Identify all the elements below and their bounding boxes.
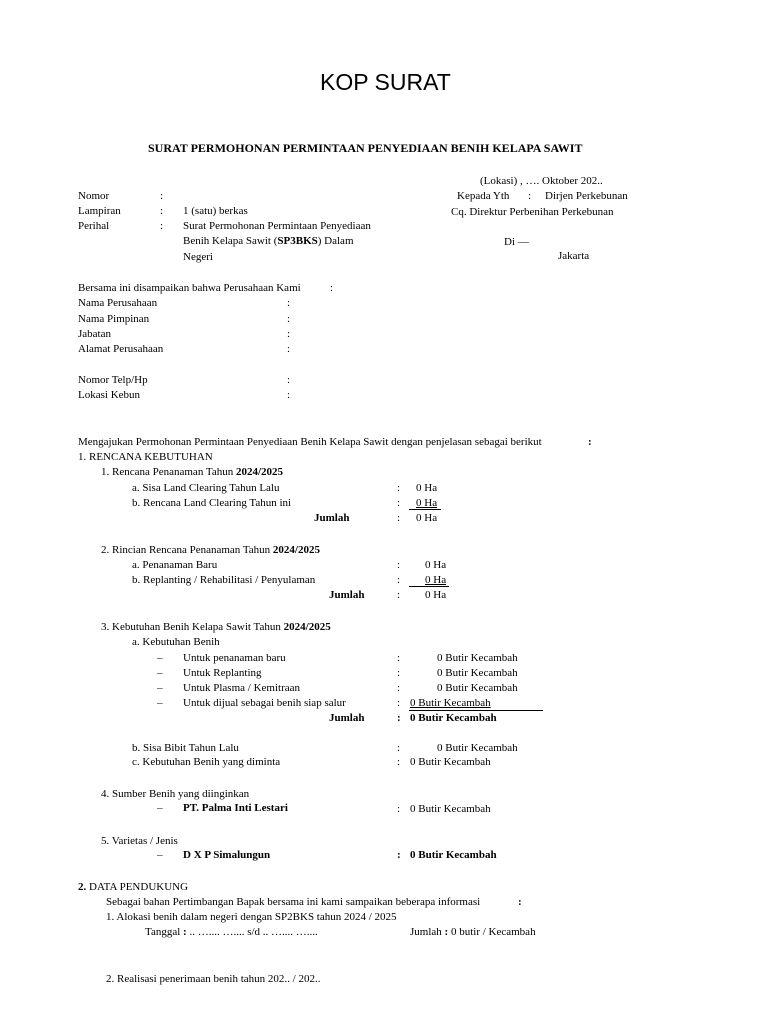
need-label: Untuk dijual sebagai benih siap salur xyxy=(183,697,346,709)
colon: : xyxy=(397,667,401,679)
nomor-label: Nomor xyxy=(78,190,110,202)
need-label: Untuk Replanting xyxy=(183,667,262,679)
underline xyxy=(409,586,449,587)
colon: : xyxy=(397,482,401,494)
support-intro: Sebagai bahan Pertimbangan Bapak bersama ini kami sampaikan beberapa informasi xyxy=(106,896,481,908)
kepada-colon: : xyxy=(528,190,532,202)
item1-heading-text: 1. Rencana Penanaman Tahun xyxy=(101,466,234,478)
perihal-line1: Surat Permohonan Permintaan Penyediaan xyxy=(183,220,371,232)
item3-heading-text: 3. Kebutuhan Benih Kelapa Sawit Tahun xyxy=(101,621,281,633)
request-intro: Mengajukan Permohonan Permintaan Penyediaan Benih Kelapa Sawit dengan penjelasan sebagai berikut xyxy=(78,436,542,448)
item2-a-value: 0 Ha xyxy=(425,559,447,571)
letter-title: SURAT PERMOHONAN PERMINTAAN PENYEDIAAN BENIH KELAPA SAWIT xyxy=(148,141,583,155)
colon: : xyxy=(397,756,401,768)
field-alamat: Alamat Perusahaan xyxy=(78,343,164,355)
colon: : xyxy=(397,697,401,709)
dash: – xyxy=(157,667,163,679)
dash: – xyxy=(157,697,163,709)
item3-c: c. Kebutuhan Benih yang diminta xyxy=(132,756,281,768)
field-lokasi-kebun: Lokasi Kebun xyxy=(78,389,141,401)
item5-heading: 5. Varietas / Jenis xyxy=(101,835,178,847)
cq-line: Cq. Direktur Perbenihan Perkebunan xyxy=(451,206,614,218)
jumlah-label: Jumlah xyxy=(410,926,442,938)
colon: : xyxy=(397,712,401,724)
item1-year: 2024/2025 xyxy=(235,466,284,478)
need-value: 0 Butir Kecambah xyxy=(410,697,491,709)
colon: : xyxy=(397,512,401,524)
perihal-sp3bks: SP3BKS xyxy=(277,235,318,247)
item5-value: 0 Butir Kecambah xyxy=(410,849,497,861)
perihal-line3: Negeri xyxy=(183,251,213,263)
need-label: Untuk penanaman baru xyxy=(183,652,286,664)
colon: : xyxy=(397,849,401,861)
tanggal-row xyxy=(145,926,318,939)
item1-b-value: 0 Ha xyxy=(416,497,438,509)
perihal-line2-post: ) Dalam xyxy=(317,235,354,247)
item1-a-value: 0 Ha xyxy=(416,482,438,494)
kepada-value: Dirjen Perkebunan xyxy=(545,190,628,202)
item4-value: 0 Butir Kecambah xyxy=(410,803,491,815)
field-colon: : xyxy=(287,297,291,309)
item3-year: 2024/2025 xyxy=(283,621,331,633)
lampiran-colon: : xyxy=(160,205,164,217)
item3-c-value: 0 Butir Kecambah xyxy=(410,756,491,768)
need-value: 0 Butir Kecambah xyxy=(437,682,518,694)
nomor-colon: : xyxy=(160,190,164,202)
item3-b-value: 0 Butir Kecambah xyxy=(437,742,518,754)
need-value: 0 Butir Kecambah xyxy=(437,652,518,664)
field-colon: : xyxy=(287,343,291,355)
lokasi-date: (Lokasi) , …. Oktober 202.. xyxy=(480,175,603,187)
company-intro: Bersama ini disampaikan bahwa Perusahaan Kami xyxy=(78,282,301,294)
lampiran-label: Lampiran xyxy=(78,205,121,217)
underline xyxy=(409,509,441,510)
colon: : xyxy=(397,682,401,694)
letterhead-title: KOP SURAT xyxy=(320,69,451,95)
item4-heading: 4. Sumber Benih yang diinginkan xyxy=(101,788,250,800)
colon: : xyxy=(397,559,401,571)
perihal-colon: : xyxy=(160,220,164,232)
support-item2: 2. Realisasi penerimaan benih tahun 202.. / 202.. xyxy=(106,973,321,985)
colon: : xyxy=(397,589,401,601)
colon: : xyxy=(397,574,401,586)
item1-b: b. Rencana Land Clearing Tahun ini xyxy=(132,497,292,509)
section2-label: DATA PENDUKUNG xyxy=(89,881,189,893)
item4-source: PT. Palma Inti Lestari xyxy=(183,802,288,814)
di-line: Di — xyxy=(504,236,529,248)
item1-a: a. Sisa Land Clearing Tahun Lalu xyxy=(132,482,280,494)
jumlah-row xyxy=(410,926,536,939)
item1-jumlah: Jumlah xyxy=(314,512,350,524)
tanggal-label: Tanggal xyxy=(145,926,181,938)
request-intro-colon: : xyxy=(588,436,592,448)
lampiran-value: 1 (satu) berkas xyxy=(183,205,248,217)
support-item1: 1. Alokasi benih dalam negeri dengan SP2BKS tahun 2024 / 2025 xyxy=(106,911,397,923)
dash: – xyxy=(157,652,163,664)
item1-total: 0 Ha xyxy=(416,512,438,524)
underline xyxy=(409,710,543,711)
field-nama-perusahaan: Nama Perusahaan xyxy=(78,297,158,309)
section2-heading xyxy=(78,881,188,894)
field-colon: : xyxy=(287,374,291,386)
field-colon: : xyxy=(287,313,291,325)
dash: – xyxy=(157,682,163,694)
item2-heading xyxy=(101,544,320,557)
item2-jumlah: Jumlah xyxy=(329,589,365,601)
field-jabatan: Jabatan xyxy=(78,328,111,340)
item2-year: 2024/2025 xyxy=(272,544,320,556)
section2-num: 2. xyxy=(78,881,87,893)
colon: : xyxy=(397,803,401,815)
dash: – xyxy=(157,849,163,861)
support-intro-colon: : xyxy=(518,896,522,908)
item5-variety: D X P Simalungun xyxy=(183,849,271,861)
item1-heading xyxy=(101,466,283,479)
section1-heading: 1. RENCANA KEBUTUHAN xyxy=(78,451,213,463)
company-intro-colon: : xyxy=(330,282,334,294)
field-telp: Nomor Telp/Hp xyxy=(78,374,148,386)
perihal-label: Perihal xyxy=(78,220,110,232)
field-nama-pimpinan: Nama Pimpinan xyxy=(78,313,150,325)
field-colon: : xyxy=(287,389,291,401)
need-value: 0 Butir Kecambah xyxy=(437,667,518,679)
dash: – xyxy=(157,802,163,814)
item2-b-value: 0 Ha xyxy=(425,574,447,586)
item2-total: 0 Ha xyxy=(425,589,447,601)
perihal-line2 xyxy=(183,235,354,248)
jumlah-value: 0 butir / Kecambah xyxy=(450,926,536,938)
item3-b: b. Sisa Bibit Tahun Lalu xyxy=(132,742,239,754)
item3-a: a. Kebutuhan Benih xyxy=(132,636,220,648)
tanggal-value: .. ….... ….... s/d .. ….... ….... xyxy=(189,926,318,938)
field-colon: : xyxy=(287,328,291,340)
jumlah-colon: : xyxy=(444,926,449,938)
item2-heading-text: 2. Rincian Rencana Penanaman Tahun xyxy=(101,544,271,556)
colon: : xyxy=(397,497,401,509)
kepada-label: Kepada Yth xyxy=(457,190,510,202)
item2-a: a. Penanaman Baru xyxy=(132,559,218,571)
jakarta: Jakarta xyxy=(558,250,590,262)
tanggal-colon: : xyxy=(183,926,187,938)
perihal-line2-pre: Benih Kelapa Sawit ( xyxy=(183,235,278,247)
need-label: Untuk Plasma / Kemitraan xyxy=(183,682,301,694)
colon: : xyxy=(397,742,401,754)
item3-jumlah: Jumlah xyxy=(329,712,365,724)
item3-heading xyxy=(101,621,331,634)
item2-b: b. Replanting / Rehabilitasi / Penyulaman xyxy=(132,574,316,586)
item3-total: 0 Butir Kecambah xyxy=(410,712,497,724)
colon: : xyxy=(397,652,401,664)
